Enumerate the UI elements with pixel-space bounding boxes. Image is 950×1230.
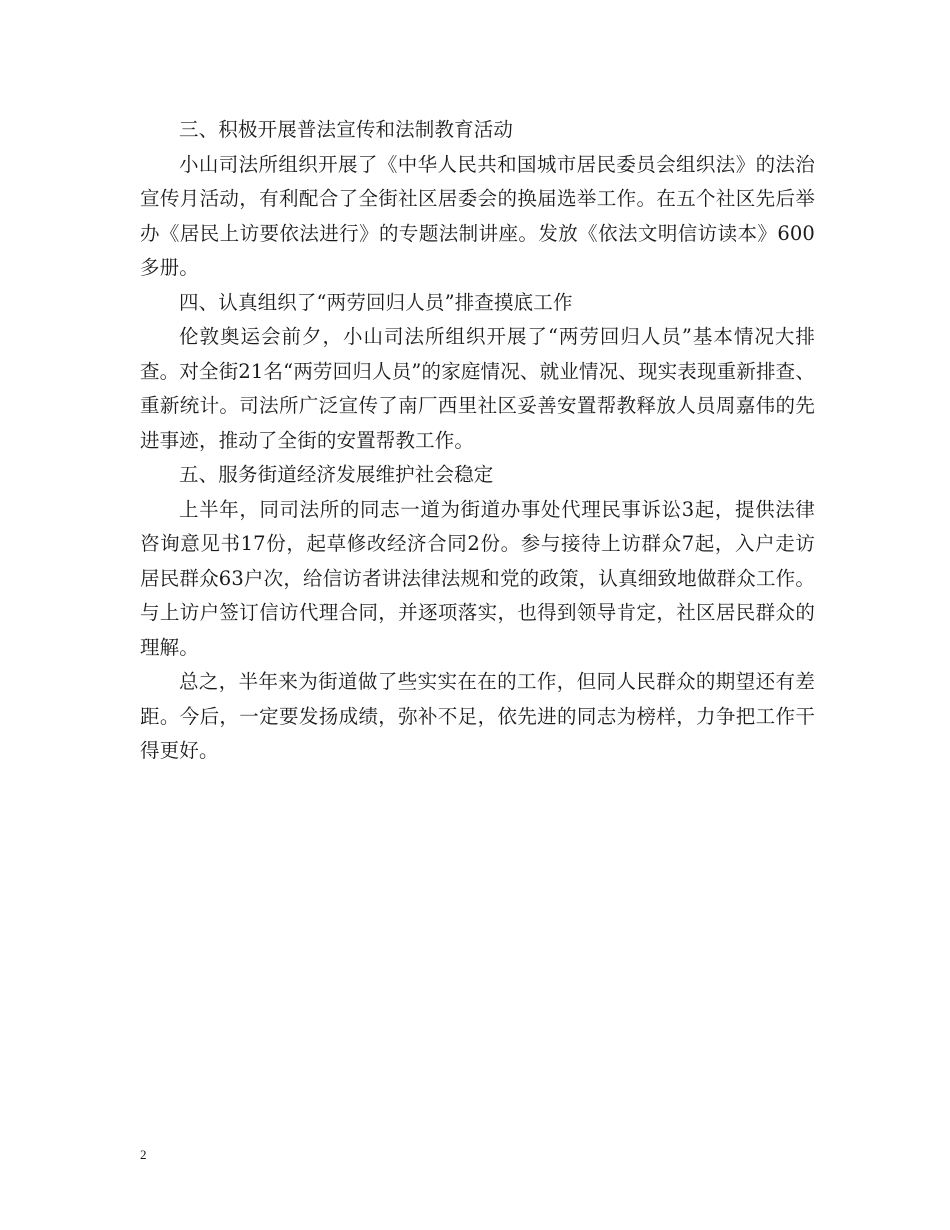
conclusion-paragraph: 总之，半年来为街道做了些实实在在的工作，但同人民群众的期望还有差距。今后，一定要发扬成绩，弥补不足，依先进的同志为榜样，力争把工作干得更好。 [140,670,815,762]
document-body [140,113,815,769]
page-number: 2 [140,1147,147,1162]
body-paragraph: 伦敦奥运会前夕，小山司法所组织开展了“两劳回归人员”基本情况大排查。对全街21名“两劳回归人员”的家庭情况、就业情况、现实表现重新排查、重新统计。司法所广泛宣传了南厂西里社区妥善安置帮教释放人员周嘉伟的先进事迹，推动了全街的安置帮教工作。 [140,325,815,452]
body-paragraph: 小山司法所组织开展了《中华人民共和国城市居民委员会组织法》的法治宣传月活动，有利配合了全街社区居委会的换届选举工作。在五个社区先后举办《居民上访要依法进行》的专题法制讲座。发放《依法文明信访读本》600多册。 [140,152,815,279]
section-heading-5: 五、服务街道经济发展维护社会稳定 [179,463,494,486]
section-heading-4: 四、认真组织了“两劳回归人员”排查摸底工作 [179,290,573,314]
section-heading-3: 三、积极开展普法宣传和法制教育活动 [179,118,514,141]
body-paragraph: 上半年，同司法所的同志一道为街道办事处代理民事诉讼3起，提供法律咨询意见书17份，起草修改经济合同2份。参与接待上访群众7起，入户走访居民群众63户次，给信访者讲法律法规和党的政策，认真细致地做群众工作。与上访户签订信访代理合同，并逐项落实，也得到领导肯定，社区居民群众的理解。 [140,497,815,659]
